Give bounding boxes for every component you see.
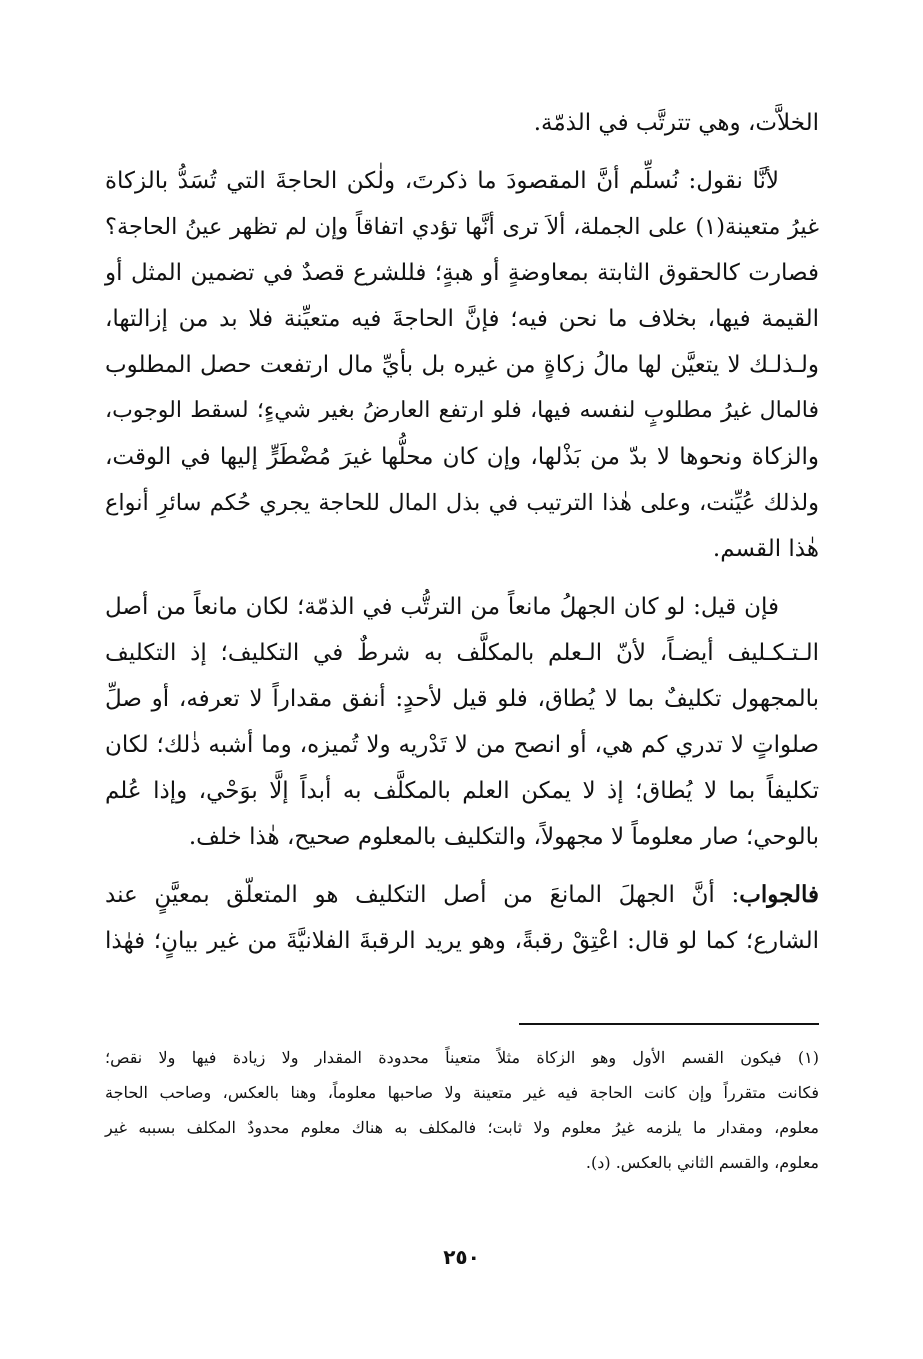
text-line: غيرُ متعينة(١) على الجملة، ألاَ ترى أنَّها تؤدي اتفاقاً وإن لم تظهر عينُ الحاجة؟ [105,214,819,240]
text-line: فالمال غيرُ مطلوبٍ لنفسه فيها، فلو ارتفع العارضُ بغير شيءٍ؛ لسقط الوجوب، [105,398,819,423]
paragraph-continuation [105,100,819,146]
text-line: بالوحي؛ صار معلوماً لا مجهولاً، والتكليف بالمعلوم صحيح، هٰذا خلف. [188,824,819,850]
answer-heading: فالجواب [739,881,819,908]
text-line: فإن قيل: لو كان الجهلُ مانعاً من الترتُّب في الذمّة؛ لكان مانعاً من أصل [105,594,779,620]
answer-text: : أنَّ الجهلَ المانعَ من أصل التكليف هو المتعلّق بمعيَّنٍ عند [105,882,740,908]
footnote-line: (١) فيكون القسم الأول وهو الزكاة مثلاً متعيناً محدودة المقدار ولا زيادة فيها ولا نقص؛ [105,1048,819,1067]
paragraph-gap [105,572,819,584]
text-line: ولذلك عُيِّنت، وعلى هٰذا الترتيب في بذل المال للحاجة يجري حُكم سائرِ أنواع [105,490,819,516]
text-line: هٰذا القسم. [712,536,819,562]
text-line: القيمة فيها، بخلاف ما نحن فيه؛ فإنَّ الحاجةَ فيه متعيِّنة فلا بد من إزالتها، [105,306,819,332]
footnote-line: معلوم، والقسم الثاني بالعكس. (د). [585,1153,819,1172]
text-line: والزكاة ونحوها لا بدّ من بَذْلها، وإن كان محلُّها غيرَ مُضْطَرٍّ إليها في الوقت، [105,444,819,470]
text-line: الـتـكـليف أيضـاً، لأنّ الـعلم بالمكلَّف به شرطٌ في التكليف؛ إذ التكليف [105,640,819,666]
text-line: لأنَّا نقول: نُسلِّم أنَّ المقصودَ ما ذكرتَ، ولٰكن الحاجةَ التي تُسَدُّ بالزكاة [105,168,779,194]
paragraph-4 [105,872,819,964]
text-line: الخلاَّت، وهي تترتَّب في الذمّة. [533,110,819,136]
main-text [105,100,819,964]
page-number: ٢٥٠ [443,1245,480,1269]
text-line [105,872,819,918]
text-line: الشارع؛ كما لو قال: اعْتِقْ رقبةً، وهو يريد الرقبةَ الفلانيَّةَ من غير بيانٍ؛ فهٰذا [105,928,819,954]
text-line: ولـذلـك لا يتعيَّن لها مالُ زكاةٍ من غيره بل بأيِّ مال ارتفعت حصل المطلوب [105,352,819,378]
paragraph-2 [105,158,819,572]
paragraph-gap [105,146,819,158]
text-line: فصارت كالحقوق الثابتة بمعاوضةٍ أو هبةٍ؛ فللشرع قصدٌ في تضمين المثل أو [105,260,819,286]
footnote [105,1040,819,1180]
text-line: تكليفاً بما لا يُطاق؛ إذ لا يمكن العلم بالمكلَّف به أبداً إلَّا بوَحْي، وإذا عُلم [105,778,819,804]
paragraph-gap [105,860,819,872]
footnote-separator [519,1023,819,1025]
footnote-line: معلوم، ومقدار ما يلزمه غيرُ معلوم ولا ثابت؛ فالمكلف به هناك معلوم محدودٌ المكلف بسببه غير [105,1118,819,1137]
footnote-line: فكانت متقرراً وإن كانت الحاجة فيه غير متعينة ولا صاحبها معلوماً، وهنا بالعكس، وصاحب الحاجة [105,1083,819,1102]
text-line: بالمجهول تكليفٌ بما لا يُطاق، فلو قيل لأحدٍ: أنفق مقداراً لا تعرفه، أو صلِّ [105,686,819,712]
paragraph-3 [105,584,819,860]
text-line: صلواتٍ لا تدري كم هي، أو انصح من لا تَدْريه ولا تُميزه، وما أشبه ذٰلك؛ لكان [105,732,819,758]
